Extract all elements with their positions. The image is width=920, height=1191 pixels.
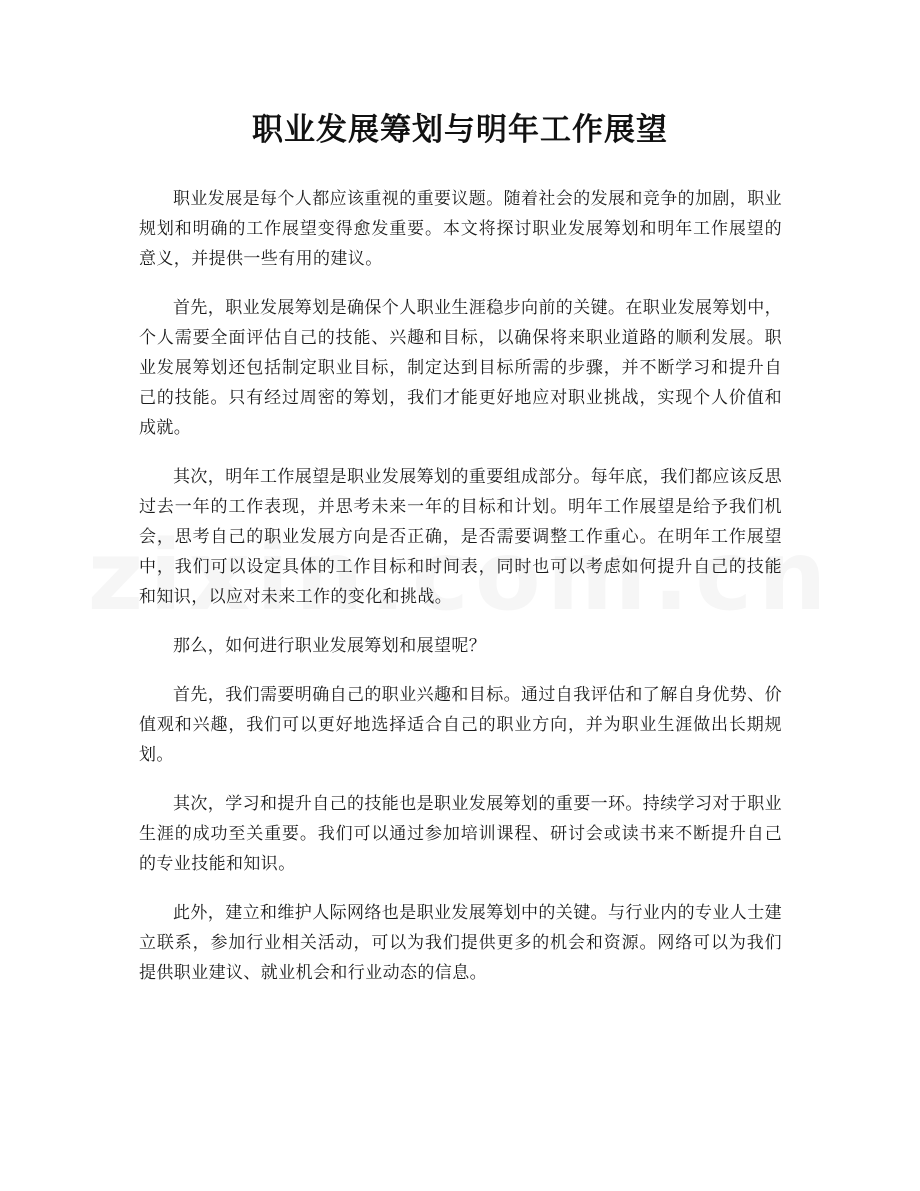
paragraph-interests-goals: 首先，我们需要明确自己的职业兴趣和目标。通过自我评估和了解自身优势、价值观和兴趣，我们可以更好地选择适合自己的职业方向，并为职业生涯做出长期规划。 bbox=[139, 685, 782, 765]
paragraph-question: 那么，如何进行职业发展筹划和展望呢？ bbox=[173, 636, 487, 656]
paragraph-networking: 此外，建立和维护人际网络也是职业发展筹划中的关键。与行业内的专业人士建立联系，参加行业相关活动，可以为我们提供更多的机会和资源。网络可以为我们提供职业建议、就业机会和行业动态的信息。 bbox=[139, 903, 782, 983]
paragraph-skills-learning: 其次，学习和提升自己的技能也是职业发展筹划的重要一环。持续学习对于职业生涯的成功至关重要。我们可以通过参加培训课程、研讨会或读书来不断提升自己的专业技能和知识。 bbox=[139, 794, 782, 874]
document-title: 职业发展筹划与明年工作展望 bbox=[252, 112, 668, 148]
document-body bbox=[139, 184, 782, 1007]
paragraph-intro: 职业发展是每个人都应该重视的重要议题。随着社会的发展和竞争的加剧，职业规划和明确的工作展望变得愈发重要。本文将探讨职业发展筹划和明年工作展望的意义，并提供一些有用的建议。 bbox=[139, 189, 782, 269]
paragraph-career-planning: 首先，职业发展筹划是确保个人职业生涯稳步向前的关键。在职业发展筹划中，个人需要全面评估自己的技能、兴趣和目标，以确保将来职业道路的顺利发展。职业发展筹划还包括制定职业目标，制定达到目标所需的步骤，并不断学习和提升自己的技能。只有经过周密的筹划，我们才能更好地应对职业挑战，实现个人价值和成就。 bbox=[139, 298, 782, 438]
paragraph-next-year-outlook: 其次，明年工作展望是职业发展筹划的重要组成部分。每年底，我们都应该反思过去一年的工作表现，并思考未来一年的目标和计划。明年工作展望是给予我们机会，思考自己的职业发展方向是否正确，是否需要调整工作重心。在明年工作展望中，我们可以设定具体的工作目标和时间表，同时也可以考虑如何提升自己的技能和知识，以应对未来工作的变化和挑战。 bbox=[139, 467, 782, 607]
